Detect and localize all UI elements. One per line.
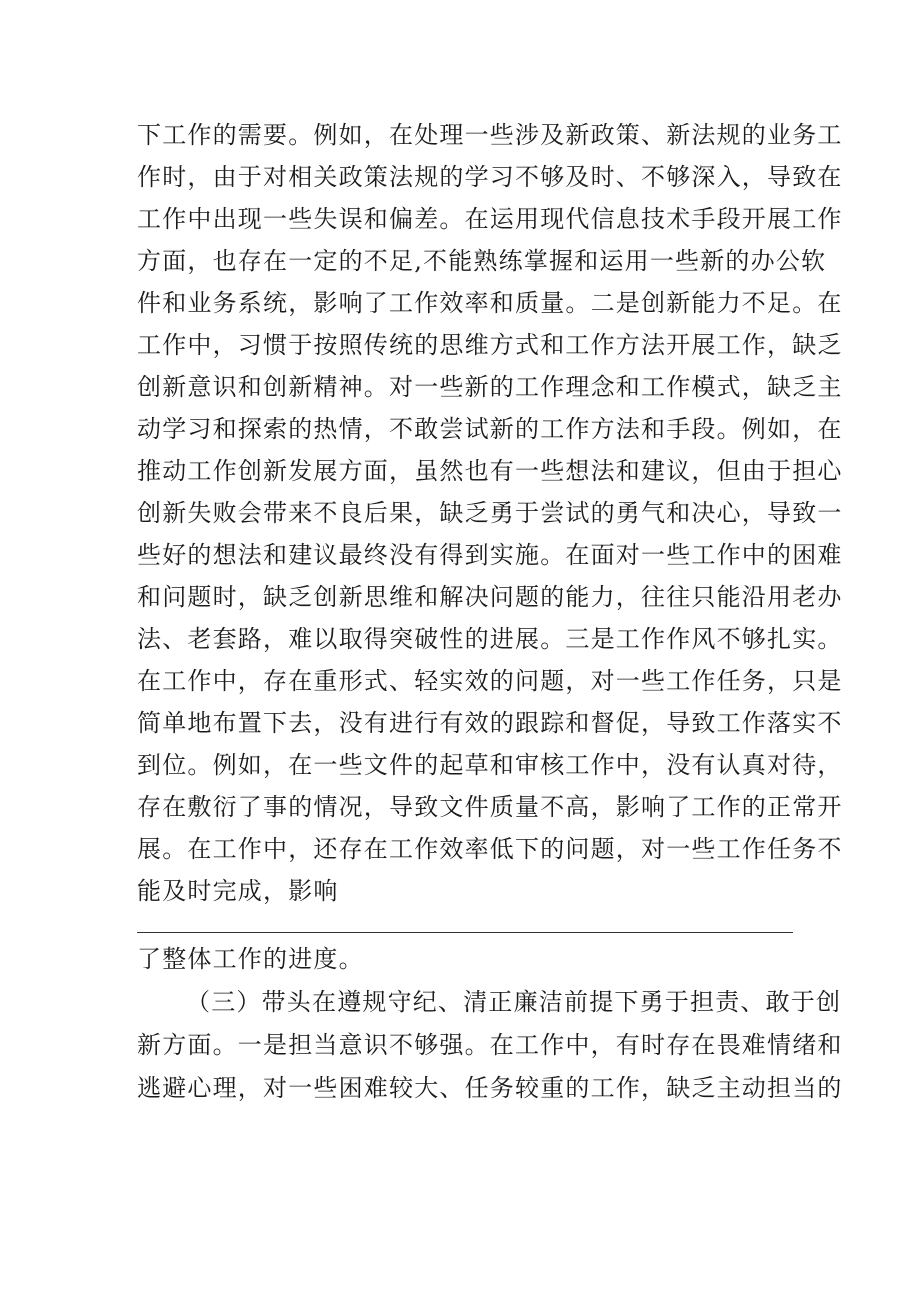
text-line: 了整体工作的进度。 — [137, 945, 364, 973]
text-line: 下工作的需要。例如，在处理一些涉及新政策、新法规的业务工 — [137, 121, 843, 149]
text-line: 件和业务系统，影响了工作效率和质量。二是创新能力不足。在 — [137, 289, 843, 317]
text-line: 简单地布置下去，没有进行有效的跟踪和督促，导致工作落实不 — [137, 709, 843, 737]
text-line: 动学习和探索的热情，不敢尝试新的工作方法和手段。例如，在 — [137, 415, 843, 443]
text-line: 逃避心理，对一些困难较大、任务较重的工作，缺乏主动担当的 — [137, 1074, 843, 1102]
text-line: 法、老套路，难以取得突破性的进展。三是工作作风不够扎实。 — [137, 625, 843, 653]
text-line: 方面，也存在一定的不足,不能熟练掌握和运用一些新的办公软 — [137, 247, 827, 275]
text-line: 到位。例如，在一些文件的起草和审核工作中，没有认真对待， — [137, 751, 843, 779]
text-line: 新方面。一是担当意识不够强。在工作中，有时存在畏难情绪和 — [137, 1031, 843, 1059]
text-line: 推动工作创新发展方面，虽然也有一些想法和建议，但由于担心 — [137, 457, 843, 485]
text-line: 作时，由于对相关政策法规的学习不够及时、不够深入，导致在 — [137, 163, 843, 191]
text-line: 能及时完成，影响 — [137, 877, 339, 905]
text-line: 在工作中，存在重形式、轻实效的问题，对一些工作任务，只是 — [137, 667, 843, 695]
text-line: 些好的想法和建议最终没有得到实施。在面对一些工作中的困难 — [137, 541, 843, 569]
text-line: 创新失败会带来不良后果，缺乏勇于尝试的勇气和决心，导致一 — [137, 499, 843, 527]
text-line: 存在敷衍了事的情况，导致文件质量不高，影响了工作的正常开 — [137, 793, 843, 821]
text-line: 创新意识和创新精神。对一些新的工作理念和工作模式，缺乏主 — [137, 373, 843, 401]
text-line: 和问题时，缺乏创新思维和解决问题的能力，往往只能沿用老办 — [137, 583, 843, 611]
text-line: 展。在工作中，还存在工作效率低下的问题，对一些工作任务不 — [137, 835, 843, 863]
section-divider — [137, 932, 793, 933]
text-line: 工作中，习惯于按照传统的思维方式和工作方法开展工作，缺乏 — [137, 331, 843, 359]
section-heading-line: （三）带头在遵规守纪、清正廉洁前提下勇于担责、敢于创 — [186, 988, 842, 1016]
text-line: 工作中出现一些失误和偏差。在运用现代信息技术手段开展工作 — [137, 205, 843, 233]
